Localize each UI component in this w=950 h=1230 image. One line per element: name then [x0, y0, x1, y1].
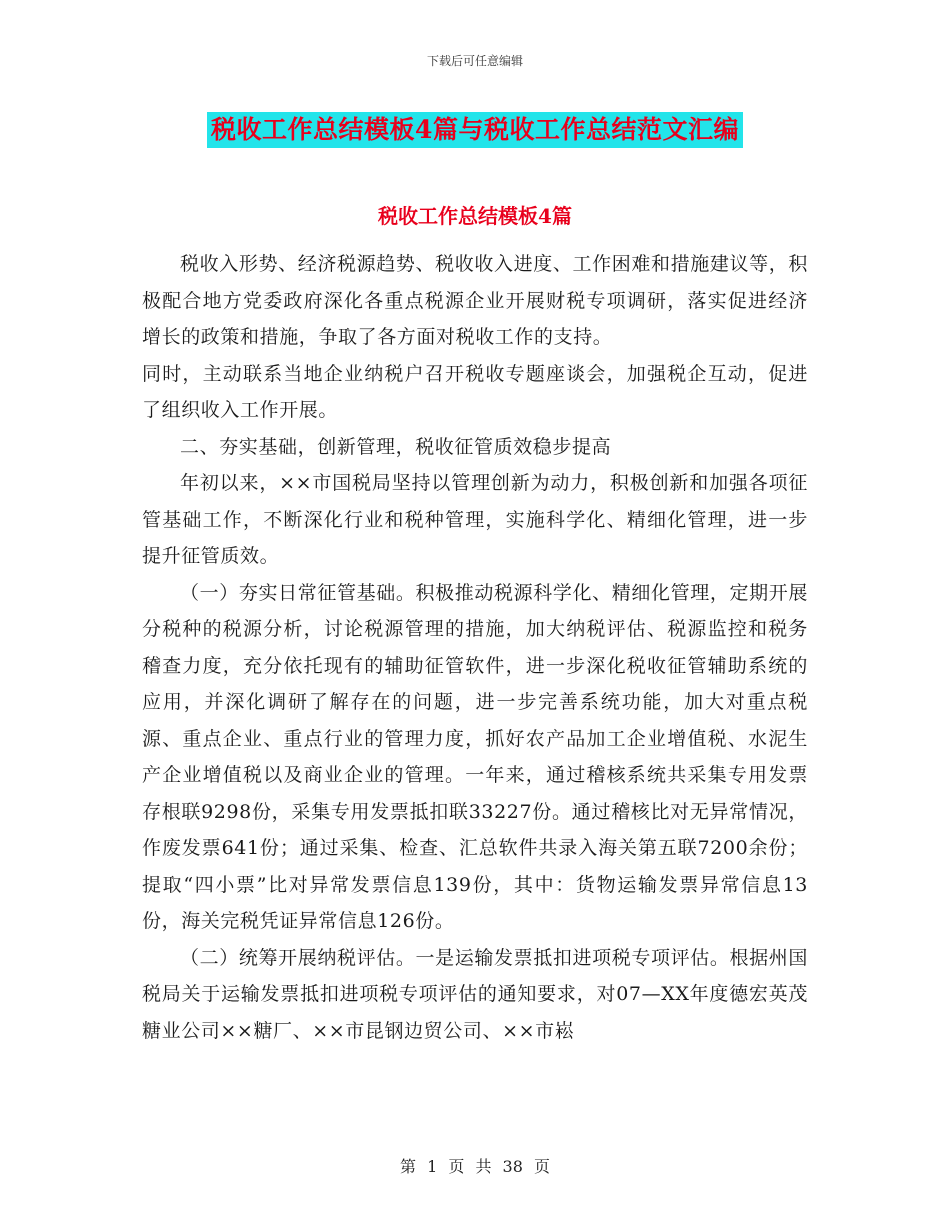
- main-title-container: [0, 112, 950, 148]
- main-title: 税收工作总结模板4篇与税收工作总结范文汇编: [207, 112, 743, 148]
- page-footer: 第 1 页 共 38 页: [400, 1157, 550, 1176]
- paragraph: 年初以来，××市国税局坚持以管理创新为动力，积极创新和加强各项征管基础工作，不断深化行业和税种管理，实施科学化、精细化管理，进一步提升征管质效。: [142, 472, 808, 567]
- paragraph: 同时，主动联系当地企业纳税户召开税收专题座谈会，加强税企互动，促进了组织收入工作开展。: [142, 362, 808, 421]
- section-title: 税收工作总结模板4篇: [378, 204, 572, 228]
- paragraph: 税收入形势、经济税源趋势、税收收入进度、工作困难和措施建议等，积极配合地方党委政府深化各重点税源企业开展财税专项调研，落实促进经济增长的政策和措施，争取了各方面对税收工作的支持。: [142, 253, 808, 348]
- paragraph: （一）夯实日常征管基础。积极推动税源科学化、精细化管理，定期开展分税种的税源分析，讨论税源管理的措施，加大纳税评估、税源监控和税务稽查力度，充分依托现有的辅助征管软件，进一步深化税收征管辅助系统的应用，并深化调研了解存在的问题，进一步完善系统功能，加大对重点税源、重点企业、重点行业的管理力度，抓好农产品加工企业增值税、水泥生产企业增值税以及商业企业的管理。一年来，通过稽核系统共采集专用发票存根联9298份，采集专用发票抵扣联33227份。通过稽核比对无异常情况，作废发票641份；通过采集、检查、汇总软件共录入海关第五联7200余份；提取“四小票”比对异常发票信息139份，其中：货物运输发票异常信息13份，海关完税凭证异常信息126份。: [142, 581, 808, 932]
- section-heading: 二、夯实基础，创新管理，税收征管质效稳步提高: [180, 435, 612, 458]
- header-note: 下载后可任意编辑: [426, 54, 523, 68]
- document-body: [142, 246, 808, 1049]
- paragraph: （二）统筹开展纳税评估。一是运输发票抵扣进项税专项评估。根据州国税局关于运输发票抵扣进项税专项评估的通知要求，对07—XX年度德宏英茂糖业公司××糖厂、××市昆钢边贸公司、××市崧: [142, 946, 808, 1042]
